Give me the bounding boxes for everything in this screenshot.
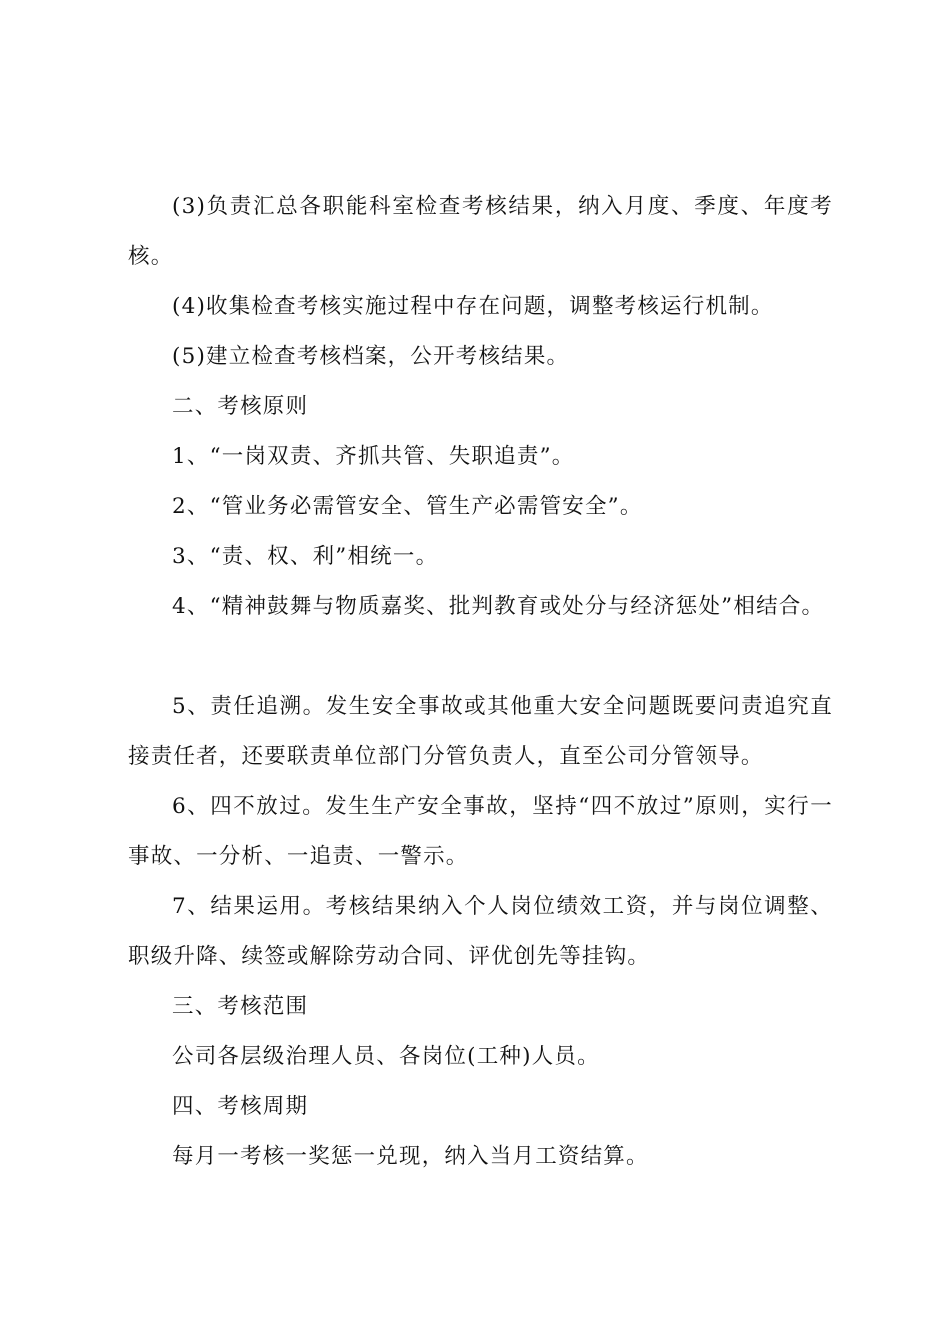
principle-2: 2、“管业务必需管安全、管生产必需管安全”。 [172, 494, 643, 519]
principle-5: 5、责任追溯。发生安全事故或其他重大安全问题既要问责追究直接责任者，还要联责单位部门分管负责人，直至公司分管领导。 [128, 694, 833, 769]
paragraph-duty-3: (3)负责汇总各职能科室检查考核结果，纳入月度、季度、年度考核。 [128, 194, 833, 269]
principle-4: 4、“精神鼓舞与物质嘉奖、批判教育或处分与经济惩处”相结合。 [172, 594, 825, 619]
scope-text: 公司各层级治理人员、各岗位(工种)人员。 [172, 1044, 600, 1069]
principle-3: 3、“责、权、利”相统一。 [172, 544, 439, 569]
principle-1: 1、“一岗双责、齐抓共管、失职追责”。 [172, 444, 575, 469]
section-heading-period: 四、考核周期 [172, 1094, 309, 1119]
period-text: 每月一考核一奖惩一兑现，纳入当月工资结算。 [172, 1144, 649, 1169]
paragraph-duty-5: (5)建立检查考核档案，公开考核结果。 [172, 344, 570, 369]
section-heading-principles: 二、考核原则 [172, 394, 309, 419]
principle-6: 6、四不放过。发生生产安全事故，坚持“四不放过”原则，实行一事故、一分析、一追责、一警示。 [128, 794, 833, 869]
document-page [128, 182, 833, 1182]
paragraph-duty-4: (4)收集检查考核实施过程中存在问题，调整考核运行机制。 [172, 294, 774, 319]
section-heading-scope: 三、考核范围 [172, 994, 309, 1019]
principle-7: 7、结果运用。考核结果纳入个人岗位绩效工资，并与岗位调整、职级升降、续签或解除劳动合同、评优创先等挂钩。 [128, 894, 833, 969]
